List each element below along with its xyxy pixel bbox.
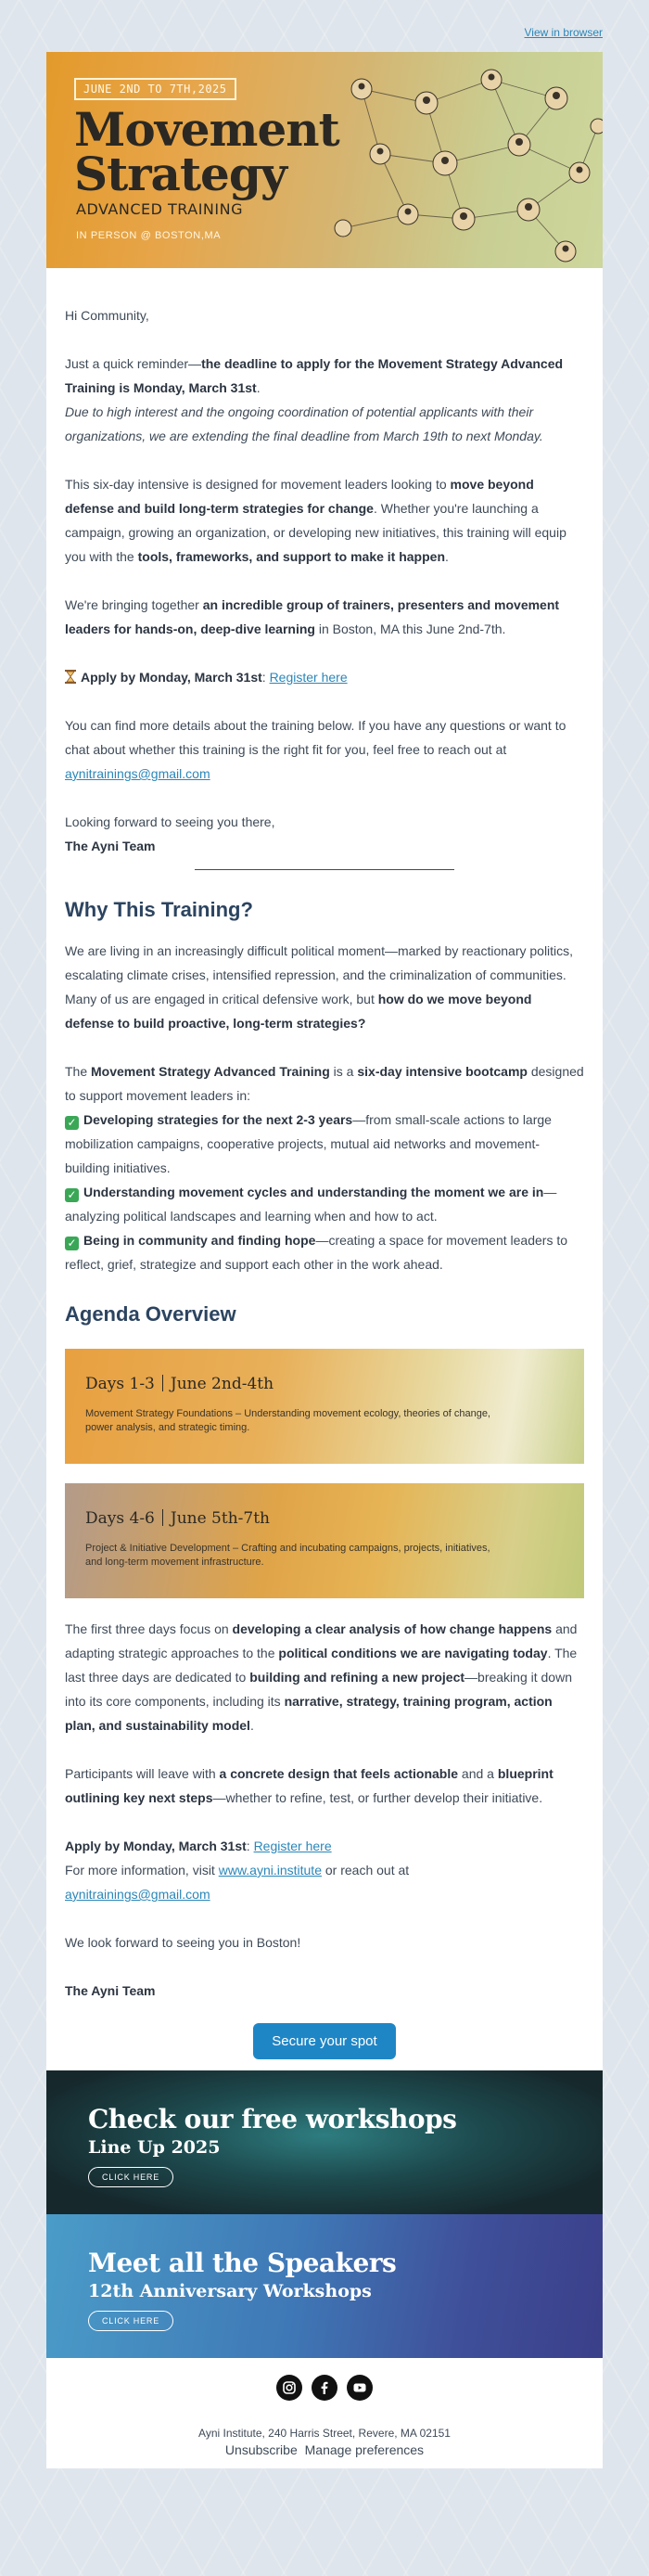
hero-title-line1: Movement xyxy=(74,102,339,157)
agenda-card-title: Days 1-3 June 2nd-4th xyxy=(85,1375,274,1393)
list-item: ✓ Developing strategies for the next 2-3 years—from small-scale actions to large mobilization campaigns, cooperative projects, mutual aid networks and movement-building initiatives. xyxy=(65,1112,552,1175)
hero-banner xyxy=(46,52,603,268)
social-links xyxy=(46,2375,603,2401)
why-paragraph: We are living in an increasingly difficult political moment—marked by reactionary politics, escalating climate crises, intensified repression, and the criminalization of communities. Many of us are engaged in critical defensive work, but how do we move beyond defense to build proactive, long-term strategies? xyxy=(65,943,574,1031)
reminder-paragraph: Just a quick reminder—the deadline to apply for the Movement Strategy Advanced Training is Monday, March 31st. xyxy=(65,356,564,395)
promo-title: Check our free workshops xyxy=(88,2104,457,2134)
signoff-2: The Ayni Team xyxy=(65,1983,156,1998)
hero-location: IN PERSON @ BOSTON,MA xyxy=(76,230,222,241)
details-paragraph: You can find more details about the training below. If you have any questions or want to chat about whether this training is the right fit for you, feel free to reach out at aynitrainings@gmail.com xyxy=(65,718,566,781)
checkmark-icon: ✓ xyxy=(65,1188,79,1202)
email-body xyxy=(46,268,603,2070)
checkmark-icon: ✓ xyxy=(65,1116,79,1130)
bootcamp-paragraph: The Movement Strategy Advanced Training is a six-day intensive bootcamp designed to support movement leaders in: xyxy=(65,1064,584,1103)
speakers-click-button[interactable]: CLICK HERE xyxy=(88,2311,173,2331)
signoff: The Ayni Team xyxy=(65,839,156,853)
agenda-heading: Agenda Overview xyxy=(65,1302,236,1326)
intensive-paragraph: This six-day intensive is designed for movement leaders looking to move beyond defense and build long-term strategies for change. Whether you're launching a campaign, growing an organization, or developing new initiatives, this training will equip you with the tools, frameworks, and support to make it happen. xyxy=(65,477,566,564)
promo-title: Meet all the Speakers xyxy=(88,2248,397,2278)
website-link[interactable]: www.ayni.institute xyxy=(218,1863,322,1878)
speakers-banner[interactable] xyxy=(46,2214,603,2358)
hero-date: JUNE 2ND TO 7TH,2025 xyxy=(74,78,236,100)
checkmark-icon: ✓ xyxy=(65,1237,79,1250)
email-line xyxy=(65,1882,584,1906)
agenda-card-title: Days 4-6 June 5th-7th xyxy=(85,1509,270,1528)
agenda-card-desc: Movement Strategy Foundations – Understanding movement ecology, theories of change, power analysis, and strategic timing. xyxy=(85,1408,490,1433)
trainers-paragraph: We're bringing together an incredible group of trainers, presenters and movement leaders for hands-on, deep-dive learning in Boston, MA this June 2nd-7th. xyxy=(65,597,560,636)
facebook-icon[interactable] xyxy=(312,2375,337,2401)
divider xyxy=(195,869,454,870)
more-info-line: For more information, visit www.ayni.institute or reach out at xyxy=(65,1863,410,1878)
hero-title xyxy=(74,102,339,201)
apply-line-2: Apply by Monday, March 31st: Register here xyxy=(65,1839,332,1853)
promo-subtitle: Line Up 2025 xyxy=(88,2137,221,2158)
workshops-banner[interactable] xyxy=(46,2070,603,2214)
outcome-paragraph: Participants will leave with a concrete design that feels actionable and a blueprint outlining key next steps—whether to refine, test, or further develop their initiative. xyxy=(65,1766,554,1805)
view-in-browser-link[interactable]: View in browser xyxy=(524,26,603,39)
greeting: Hi Community, xyxy=(65,308,149,323)
youtube-icon[interactable] xyxy=(347,2375,373,2401)
email-link-2[interactable]: aynitrainings@gmail.com xyxy=(65,1887,210,1902)
list-item: ✓ Being in community and finding hope—creating a space for movement leaders to reflect, grief, strategize and support each other in the work ahead. xyxy=(65,1233,568,1272)
footer-links xyxy=(46,2442,603,2457)
register-link[interactable]: Register here xyxy=(269,670,348,685)
extension-note: Due to high interest and the ongoing coordination of potential applicants with their organizations, we are extending the final deadline from March 19th to next Monday. xyxy=(65,404,543,443)
top-bar xyxy=(0,0,649,45)
network-illustration xyxy=(324,52,603,268)
closing-line: Looking forward to seeing you there, xyxy=(65,814,275,829)
email-link[interactable]: aynitrainings@gmail.com xyxy=(65,766,210,781)
register-link-2[interactable]: Register here xyxy=(253,1839,332,1853)
secure-spot-button[interactable]: Secure your spot xyxy=(253,2023,395,2059)
hero-subtitle: ADVANCED TRAINING xyxy=(76,200,243,218)
footer-address: Ayni Institute, 240 Harris Street, Revere, MA 02151 xyxy=(198,2427,451,2440)
agenda-card-desc: Project & Initiative Development – Crafting and incubating campaigns, projects, initiatives, and long-term movement infrastructure. xyxy=(85,1543,490,1568)
apply-line: Apply by Monday, March 31st: Register here xyxy=(65,665,584,689)
workshops-click-button[interactable]: CLICK HERE xyxy=(88,2167,173,2187)
agenda-paragraph: The first three days focus on developing a clear analysis of how change happens and adapting strategic approaches to the political conditions we are navigating today. The last three days are dedicated to building and refining a new project—breaking it down into its core components, including its narrative, strategy, training program, action plan, and sustainability model. xyxy=(65,1621,578,1733)
agenda-card-days-1-3 xyxy=(65,1349,584,1464)
manage-preferences-link[interactable]: Manage preferences xyxy=(304,2442,425,2457)
email-container xyxy=(46,52,603,2468)
promo-subtitle: 12th Anniversary Workshops xyxy=(88,2281,372,2301)
boston-line: We look forward to seeing you in Boston! xyxy=(65,1935,301,1950)
why-heading: Why This Training? xyxy=(65,898,253,921)
hero-title-line2: Strategy xyxy=(74,147,286,201)
agenda-card-days-4-6 xyxy=(65,1483,584,1598)
list-item: ✓ Understanding movement cycles and understanding the moment we are in—analyzing political landscapes and learning when and how to act. xyxy=(65,1185,557,1224)
instagram-icon[interactable] xyxy=(276,2375,302,2401)
unsubscribe-link[interactable]: Unsubscribe xyxy=(224,2442,298,2457)
hourglass-icon xyxy=(65,670,76,684)
footer xyxy=(46,2358,603,2468)
